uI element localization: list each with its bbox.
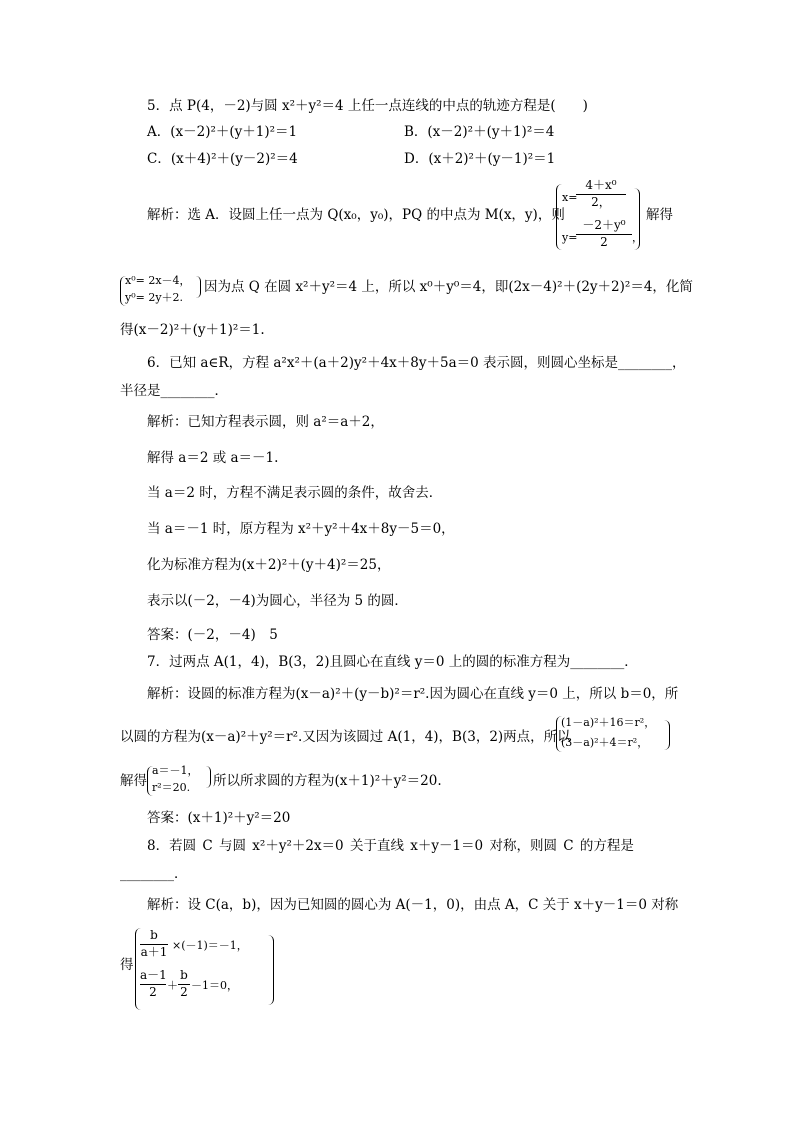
q8-f2-den1: 2 (140, 984, 166, 999)
q5-sys1-y-tail: ， (632, 231, 643, 244)
q5-option-d: D．(x＋2)²＋(y－1)²＝1 (404, 151, 556, 167)
q8-solve-label: 得 (120, 957, 134, 973)
q7-stem: 7．过两点 A(1，4)，B(3，2)且圆心在直线 y＝0 上的圆的标准方程为________． (147, 654, 638, 670)
q5-sys2-line1: x⁰= 2x－4， (125, 274, 191, 287)
q8-stem-line2: ________． (120, 866, 188, 882)
q7-system1-rbrace (664, 720, 670, 750)
q5-option-a: A．(x－2)²＋(y＋1)²＝1 (147, 124, 298, 140)
q5-option-c: C．(x＋4)²＋(y－2)²＝4 (147, 151, 298, 167)
q7-system2-rbrace (206, 766, 211, 788)
q5-sys1-y-lhs: y= (562, 231, 578, 244)
q8-f2-plus: ＋ (167, 979, 178, 992)
q5-sys1-x-num: 4＋x⁰ (585, 178, 617, 192)
q5-sys1-x-lhs: x= (562, 191, 578, 204)
q7-system2-line1: a＝－1， (152, 764, 199, 777)
q7-system2-line2: r²＝20. (152, 781, 191, 794)
q5-sys2-line2: y⁰= 2y＋2. (125, 291, 184, 304)
q7-solution-line2: 以圆的方程为(x－a)²＋y²＝r².又因为该圆过 A(1，4)，B(3，2)两点，所以 (120, 729, 571, 745)
q5-sys1-y-den: 2 (576, 234, 632, 249)
q7-solution-line1: 解析：设圆的标准方程为(x－a)²＋(y－b)²＝r².因为圆心在直线 y＝0 上，所以 b＝0，所 (147, 686, 679, 702)
q5-system1-rbrace (634, 188, 640, 250)
q5-sys1-x-den: 2， (576, 194, 626, 209)
q6-solution-line2: 解得 a＝2 或 a＝－1. (147, 450, 279, 466)
q6-stem-line2: 半径是________． (120, 383, 228, 399)
q8-f2-tail: －1＝0， (191, 979, 238, 992)
q8-f1-tail: ×(－1)＝－1， (172, 939, 248, 952)
q5-option-b: B．(x－2)²＋(y＋1)²＝4 (404, 124, 555, 140)
q5-solution-line1: 解析：选 A．设圆上任一点为 Q(x₀，y₀)，PQ 的中点为 M(x，y)，则 (147, 207, 565, 223)
q8-solution-line1: 解析：设 C(a，b)，因为已知圆的圆心为 A(－1，0)，由点 A，C 关于 x＋y－1＝0 对称 (147, 897, 679, 913)
q7-answer: 答案：(x＋1)²＋y²＝20 (147, 810, 291, 826)
q7-solution-line3: 所以所求圆的方程为(x＋1)²＋y²＝20. (213, 773, 442, 789)
q5-stem: 5．点 P(4，－2)与圆 x²＋y²＝4 上任一点连线的中点的轨迹方程是( ) (147, 98, 588, 114)
q5-solve-label: 解得 (646, 207, 673, 223)
q5-sys1-y-num: －2＋y⁰ (582, 218, 626, 232)
q8-stem-line1: 8．若圆 C 与圆 x²＋y²＋2x＝0 关于直线 x＋y－1＝0 对称，则圆 C 的方程是 (147, 838, 634, 854)
q5-solution-line3: 得(x－2)²＋(y＋1)²＝1. (120, 322, 265, 338)
q6-stem-line1: 6．已知 a∈R，方程 a²x²＋(a＋2)y²＋4x＋8y＋5a＝0 表示圆，则圆心坐标是________， (147, 355, 686, 371)
q8-f1-num: b (150, 928, 158, 942)
q6-solution-line3: 当 a＝2 时，方程不满足表示圆的条件，故舍去． (147, 485, 443, 501)
q5-solution-line2: 因为点 Q 在圆 x²＋y²＝4 上，所以 x⁰＋y⁰＝4，即(2x－4)²＋(2y＋2)²＝4，化简 (204, 279, 693, 295)
q8-f2-den2: 2 (178, 984, 190, 999)
q8-f2-num1: a－1 (140, 968, 167, 982)
q6-answer: 答案：(－2，－4) 5 (147, 627, 278, 643)
q5-system2-rbrace (196, 276, 201, 298)
q8-system-rbrace (268, 935, 274, 1005)
q7-system1-line1: (1－a)²＋16＝r²， (561, 716, 656, 729)
q6-solution-line6: 表示以(－2，－4)为圆心，半径为 5 的圆． (147, 593, 408, 609)
q6-solution-line5: 化为标准方程为(x＋2)²＋(y＋4)²＝25， (147, 557, 391, 573)
q8-f1-den: a＋1 (140, 945, 168, 959)
q7-solve-label: 解得 (120, 773, 147, 789)
q8-f2-num2: b (180, 968, 188, 982)
q6-solution-line1: 解析：已知方程表示圆，则 a²＝a＋2， (147, 414, 384, 430)
q7-system1-line2: (3－a)²＋4＝r²， (561, 736, 649, 749)
q6-solution-line4: 当 a＝－1 时，原方程为 x²＋y²＋4x＋8y－5＝0， (147, 521, 455, 537)
